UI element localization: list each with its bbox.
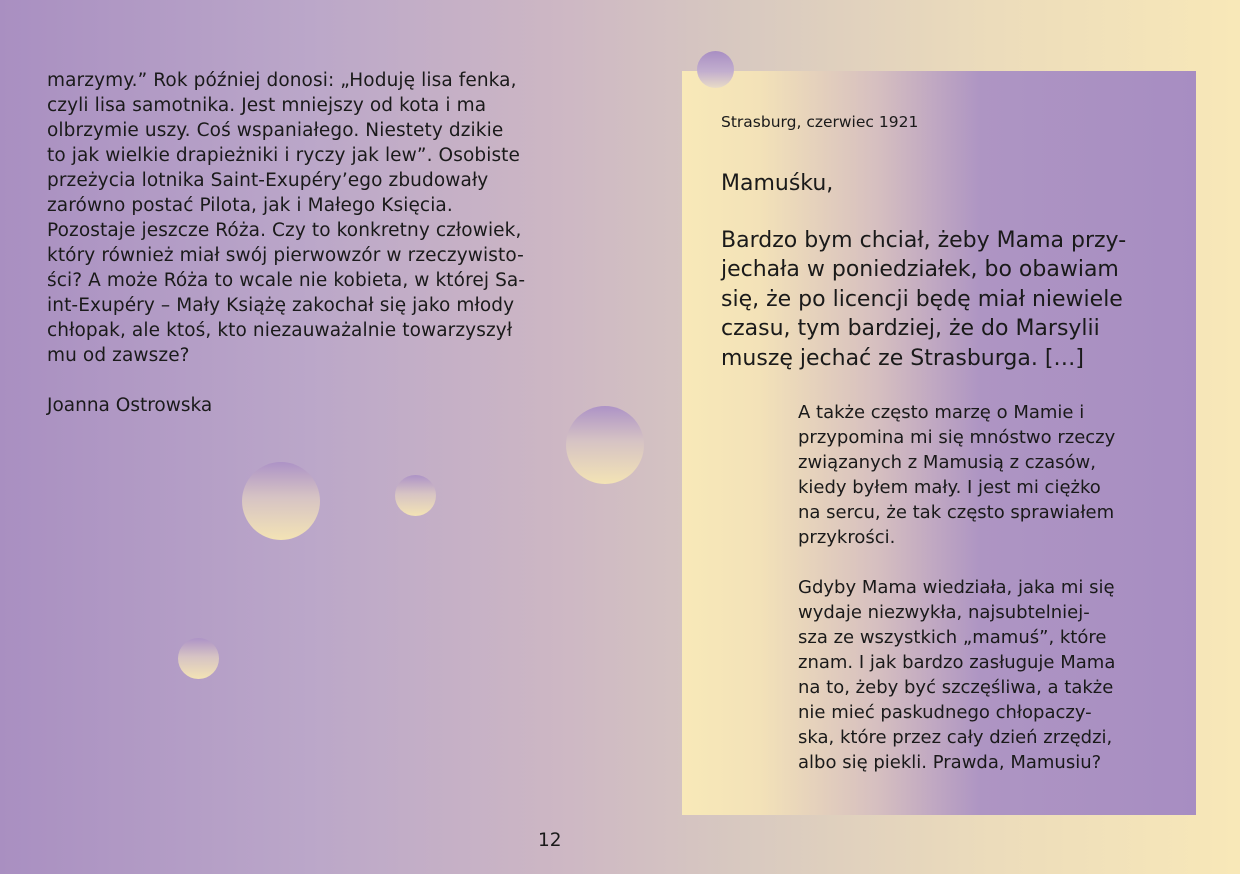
letter-paragraph	[798, 400, 1168, 550]
letter-main-line: jechała w poniedziałek, bo obawiam	[721, 257, 1119, 283]
decorative-bubble	[242, 462, 320, 540]
letter-line: sza ze wszystkich „mamuś”, które	[798, 627, 1107, 648]
letter-card	[682, 71, 1196, 815]
letter-main-line: czasu, tym bardziej, że do Marsylii	[721, 316, 1100, 342]
essay-line: przeżycia lotnika Saint-Exupéry’ego zbudowały	[47, 170, 489, 191]
decorative-bubble	[697, 51, 734, 88]
decorative-bubble	[566, 406, 644, 484]
letter-indented-text	[798, 400, 1168, 775]
essay-line: który również miał swój pierwowzór w rzeczywisto-	[47, 245, 524, 266]
essay-line: zarówno postać Pilota, jak i Małego Księcia.	[47, 195, 453, 216]
letter-line: nie mieć paskudnego chłopaczy-	[798, 702, 1092, 723]
essay-line: ści? A może Róża to wcale nie kobieta, w której Sa-	[47, 270, 526, 291]
letter-main-line: muszę jechać ze Strasburga. […]	[721, 345, 1084, 371]
essay-line: czyli lisa samotnika. Jest mniejszy od kota i ma	[47, 95, 487, 116]
letter-line: ska, które przez cały dzień zrzędzi,	[798, 727, 1113, 748]
letter-line: wydaje niezwykła, najsubtelniej-	[798, 602, 1090, 623]
essay-line: mu od zawsze?	[47, 345, 190, 366]
letter-line: Gdyby Mama wiedziała, jaka mi się	[798, 577, 1115, 598]
essay-line: marzymy.” Rok później donosi: „Hoduję lisa fenka,	[47, 70, 517, 91]
author-signature: Joanna Ostrowska	[47, 395, 213, 416]
essay-line: int-Exupéry – Mały Książę zakochał się jako młody	[47, 295, 515, 316]
essay-line: olbrzymie uszy. Coś wspaniałego. Niestety dzikie	[47, 120, 504, 141]
essay-text	[47, 68, 567, 368]
letter-dateline: Strasburg, czerwiec 1921	[721, 113, 919, 131]
letter-main-paragraph	[721, 226, 1161, 373]
letter-line: A także często marzę o Mamie i	[798, 402, 1085, 423]
letter-main-line: się, że po licencji będę miał niewiele	[721, 286, 1123, 312]
letter-line: na to, żeby być szczęśliwa, a także	[798, 677, 1114, 698]
letter-line: na sercu, że tak często sprawiałem	[798, 502, 1115, 523]
letter-main-line: Bardzo bym chciał, żeby Mama przy-	[721, 228, 1127, 253]
letter-line: albo się piekli. Prawda, Mamusiu?	[798, 752, 1102, 773]
letter-line: przykrości.	[798, 527, 896, 548]
letter-salutation: Mamuśku,	[721, 171, 834, 196]
letter-line: znam. I jak bardzo zasługuje Mama	[798, 652, 1116, 673]
essay-line: chłopak, ale ktoś, kto niezauważalnie towarzyszył	[47, 320, 513, 341]
letter-line: związanych z Mamusią z czasów,	[798, 452, 1096, 473]
essay-line: to jak wielkie drapieżniki i ryczy jak lew”. Osobiste	[47, 145, 521, 166]
essay-line: Pozostaje jeszcze Róża. Czy to konkretny człowiek,	[47, 220, 522, 241]
decorative-bubble	[178, 638, 219, 679]
decorative-bubble	[395, 475, 436, 516]
page-number: 12	[538, 830, 562, 851]
letter-line: przypomina mi się mnóstwo rzeczy	[798, 427, 1116, 448]
letter-line: kiedy byłem mały. I jest mi ciężko	[798, 477, 1101, 498]
letter-paragraph	[798, 575, 1168, 775]
